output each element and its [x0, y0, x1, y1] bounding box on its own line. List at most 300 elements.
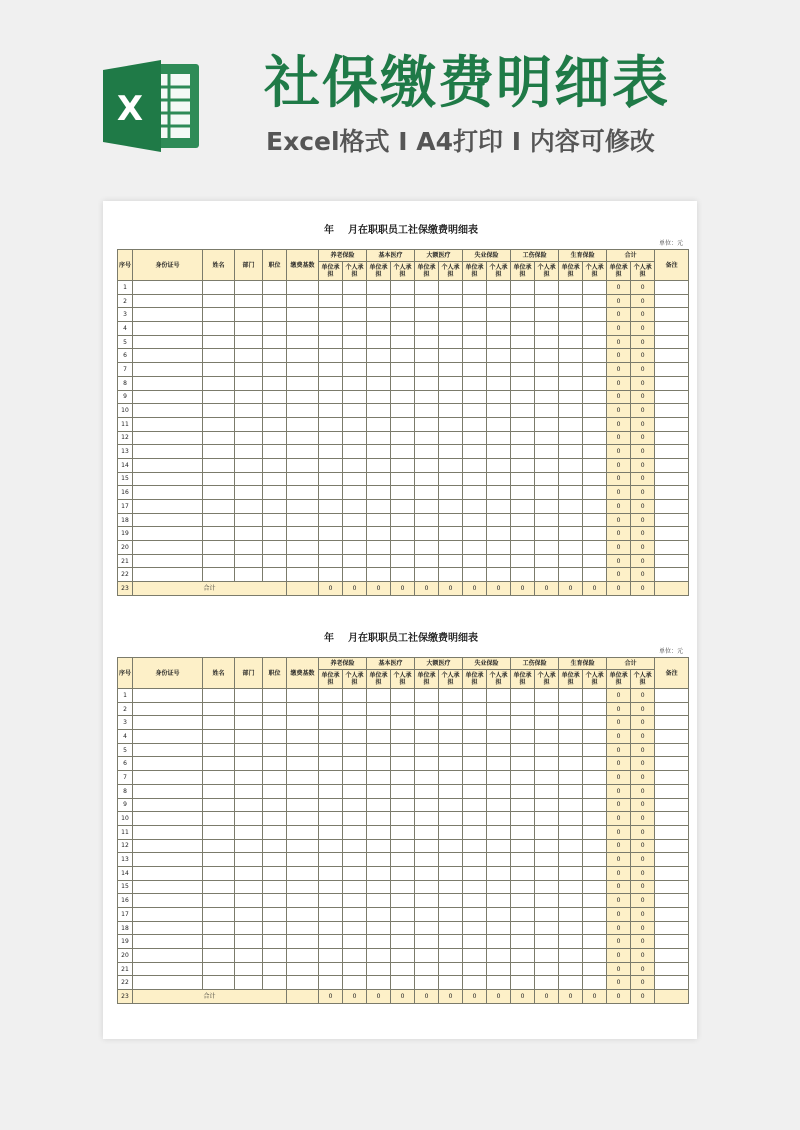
table-row: [118, 500, 689, 514]
cell: [391, 784, 415, 798]
total-label: 合计: [133, 990, 287, 1004]
cell: [559, 527, 583, 541]
cell: [203, 472, 235, 486]
cell: [415, 500, 439, 514]
remark-cell: [655, 458, 689, 472]
cell: [287, 458, 319, 472]
cell: [391, 962, 415, 976]
cell: [319, 335, 343, 349]
cell: [391, 390, 415, 404]
company-share-header: 单位承担: [415, 670, 439, 689]
cell: [319, 308, 343, 322]
cell: [235, 962, 263, 976]
remark-cell: [655, 894, 689, 908]
cell: [133, 294, 203, 308]
cell: [367, 390, 391, 404]
cell: [343, 689, 367, 703]
cell: [391, 513, 415, 527]
total-value: 0: [583, 990, 607, 1004]
col-base-header: 缴费基数: [287, 658, 319, 689]
sheet-title: 年 月在职职员工社保缴费明细表: [324, 633, 478, 644]
total-company-cell: 0: [607, 771, 631, 785]
cell: [235, 976, 263, 990]
cell: [367, 935, 391, 949]
cell: [343, 757, 367, 771]
cell: [319, 921, 343, 935]
cell: [511, 527, 535, 541]
cell: [263, 866, 287, 880]
table-row: [118, 404, 689, 418]
total-company-cell: 0: [607, 541, 631, 555]
cell: [535, 417, 559, 431]
cell: [263, 335, 287, 349]
cell: [367, 527, 391, 541]
cell: [263, 784, 287, 798]
company-share-header: 单位承担: [319, 670, 343, 689]
cell: [235, 541, 263, 555]
cell: [319, 935, 343, 949]
cell: [487, 390, 511, 404]
total-personal-cell: 0: [631, 716, 655, 730]
cell: [287, 404, 319, 418]
cell: [535, 568, 559, 582]
cell: [511, 281, 535, 295]
cell: [343, 784, 367, 798]
total-company-cell: 0: [607, 825, 631, 839]
cell: [415, 689, 439, 703]
company-share-header: 单位承担: [607, 262, 631, 281]
cell: [559, 376, 583, 390]
cell: [535, 445, 559, 459]
cell: [583, 390, 607, 404]
cell: [235, 716, 263, 730]
cell: [263, 527, 287, 541]
cell: [235, 554, 263, 568]
cell: [559, 853, 583, 867]
col-position-header: 职位: [263, 250, 287, 281]
cell: [439, 853, 463, 867]
cell: [343, 976, 367, 990]
cell: [415, 784, 439, 798]
cell: [535, 294, 559, 308]
remark-cell: [655, 582, 689, 596]
cell: [263, 757, 287, 771]
row-number: 15: [118, 880, 133, 894]
cell: [583, 935, 607, 949]
remark-cell: [655, 689, 689, 703]
cell: [511, 322, 535, 336]
table-row: [118, 730, 689, 744]
table-row: [118, 894, 689, 908]
cell: [391, 568, 415, 582]
cell: [263, 853, 287, 867]
cell: [463, 445, 487, 459]
cell: [487, 322, 511, 336]
table-row: [118, 962, 689, 976]
row-number: 23: [118, 990, 133, 1004]
cell: [463, 486, 487, 500]
cell: [235, 949, 263, 963]
cell: [439, 445, 463, 459]
cell: [463, 554, 487, 568]
cell: [203, 500, 235, 514]
cell: [463, 894, 487, 908]
cell: [203, 784, 235, 798]
table-row: [118, 743, 689, 757]
table-row: [118, 568, 689, 582]
cell: [463, 417, 487, 431]
cell: [343, 417, 367, 431]
cell: [319, 541, 343, 555]
cell: [583, 431, 607, 445]
cell: [203, 880, 235, 894]
company-share-header: 单位承担: [367, 262, 391, 281]
cell: [203, 935, 235, 949]
cell: [367, 568, 391, 582]
total-personal-cell: 0: [631, 376, 655, 390]
cell: [583, 458, 607, 472]
cell: [559, 757, 583, 771]
total-company-cell: 0: [607, 431, 631, 445]
personal-share-header: 个人承担: [439, 670, 463, 689]
remark-cell: [655, 730, 689, 744]
cell: [235, 935, 263, 949]
total-personal-cell: 0: [631, 839, 655, 853]
cell: [559, 716, 583, 730]
total-personal-cell: 0: [631, 294, 655, 308]
cell: [263, 880, 287, 894]
table-row: [118, 866, 689, 880]
cell: [263, 281, 287, 295]
cell: [343, 554, 367, 568]
personal-share-header: 个人承担: [487, 670, 511, 689]
cell: [287, 689, 319, 703]
cell: [263, 308, 287, 322]
cell: [235, 866, 263, 880]
cell: [535, 798, 559, 812]
remark-cell: [655, 527, 689, 541]
cell: [287, 880, 319, 894]
cell: [391, 716, 415, 730]
cell: [583, 486, 607, 500]
total-company-cell: 0: [607, 716, 631, 730]
cell: [391, 866, 415, 880]
total-company-cell: 0: [607, 458, 631, 472]
cell: [511, 825, 535, 839]
cell: [415, 554, 439, 568]
total-personal-cell: 0: [631, 568, 655, 582]
cell: [133, 730, 203, 744]
cell: [319, 390, 343, 404]
cell: [415, 839, 439, 853]
cell: [343, 513, 367, 527]
table-row: [118, 908, 689, 922]
col-position-header: 职位: [263, 658, 287, 689]
cell: [439, 866, 463, 880]
cell: [463, 500, 487, 514]
cell: [439, 812, 463, 826]
cell: [559, 743, 583, 757]
cell: [439, 921, 463, 935]
cell: [203, 730, 235, 744]
cell: [535, 949, 559, 963]
cell: [367, 730, 391, 744]
cell: [287, 825, 319, 839]
cell: [559, 486, 583, 500]
cell: [463, 308, 487, 322]
remark-cell: [655, 949, 689, 963]
cell: [133, 825, 203, 839]
cell: [463, 771, 487, 785]
cell: [235, 322, 263, 336]
cell: [463, 689, 487, 703]
cell: [463, 866, 487, 880]
cell: [439, 458, 463, 472]
cell: [319, 798, 343, 812]
cell: [535, 976, 559, 990]
cell: [203, 798, 235, 812]
total-value: 0: [439, 990, 463, 1004]
total-company-cell: 0: [607, 390, 631, 404]
cell: [391, 431, 415, 445]
cell: [487, 513, 511, 527]
cell: [133, 689, 203, 703]
cell: [263, 771, 287, 785]
cell: [463, 404, 487, 418]
cell: [415, 716, 439, 730]
row-number: 8: [118, 376, 133, 390]
cell: [415, 458, 439, 472]
row-number: 9: [118, 798, 133, 812]
cell: [319, 376, 343, 390]
cell: [367, 294, 391, 308]
cell: [583, 908, 607, 922]
cell: [439, 335, 463, 349]
total-company-cell: 0: [607, 743, 631, 757]
cell: [463, 335, 487, 349]
total-personal-cell: 0: [631, 458, 655, 472]
cell: [487, 949, 511, 963]
cell: [583, 294, 607, 308]
cell: [367, 962, 391, 976]
cell: [559, 513, 583, 527]
cell: [439, 880, 463, 894]
cell: [559, 771, 583, 785]
cell: [463, 949, 487, 963]
personal-share-header: 个人承担: [535, 670, 559, 689]
cell: [391, 417, 415, 431]
remark-cell: [655, 363, 689, 377]
cell: [415, 335, 439, 349]
cell: [287, 812, 319, 826]
cell: [391, 281, 415, 295]
cell: [415, 404, 439, 418]
total-company-cell: 0: [607, 527, 631, 541]
table-row: [118, 294, 689, 308]
group-header: 失业保险: [463, 658, 511, 670]
cell: [287, 349, 319, 363]
cell: [367, 431, 391, 445]
cell: [133, 853, 203, 867]
total-personal-cell: 0: [631, 335, 655, 349]
cell: [487, 281, 511, 295]
group-header: 工伤保险: [511, 250, 559, 262]
cell: [415, 568, 439, 582]
row-number: 13: [118, 445, 133, 459]
cell: [391, 894, 415, 908]
total-value: 0: [463, 582, 487, 596]
total-personal-cell: 0: [631, 527, 655, 541]
group-header: 失业保险: [463, 250, 511, 262]
cell: [559, 390, 583, 404]
cell: [583, 702, 607, 716]
cell: [235, 445, 263, 459]
cell: [287, 990, 319, 1004]
cell: [133, 757, 203, 771]
remark-cell: [655, 990, 689, 1004]
col-id-number-header: 身份证号: [133, 658, 203, 689]
cell: [391, 689, 415, 703]
row-number: 5: [118, 335, 133, 349]
cell: [133, 500, 203, 514]
cell: [511, 417, 535, 431]
cell: [391, 322, 415, 336]
remark-cell: [655, 335, 689, 349]
row-number: 19: [118, 527, 133, 541]
cell: [583, 921, 607, 935]
table-row: [118, 431, 689, 445]
cell: [203, 716, 235, 730]
cell: [319, 417, 343, 431]
cell: [463, 376, 487, 390]
cell: [263, 431, 287, 445]
cell: [511, 894, 535, 908]
total-company-cell: 0: [607, 689, 631, 703]
cell: [583, 335, 607, 349]
remark-cell: [655, 431, 689, 445]
remark-cell: [655, 390, 689, 404]
cell: [203, 743, 235, 757]
cell: [203, 363, 235, 377]
total-value: 0: [415, 582, 439, 596]
cell: [463, 568, 487, 582]
cell: [511, 853, 535, 867]
cell: [439, 541, 463, 555]
cell: [367, 486, 391, 500]
cell: [439, 513, 463, 527]
cell: [133, 322, 203, 336]
cell: [263, 976, 287, 990]
cell: [287, 921, 319, 935]
cell: [287, 582, 319, 596]
cell: [583, 472, 607, 486]
row-number: 21: [118, 962, 133, 976]
cell: [235, 743, 263, 757]
total-personal-cell: 0: [631, 322, 655, 336]
cell: [559, 798, 583, 812]
cell: [415, 798, 439, 812]
cell: [133, 527, 203, 541]
cell: [235, 349, 263, 363]
cell: [319, 784, 343, 798]
total-company-cell: 0: [607, 894, 631, 908]
cell: [343, 825, 367, 839]
cell: [487, 880, 511, 894]
cell: [287, 417, 319, 431]
table-row: [118, 458, 689, 472]
cell: [235, 798, 263, 812]
cell: [203, 962, 235, 976]
row-number: 20: [118, 949, 133, 963]
cell: [535, 757, 559, 771]
cell: [343, 921, 367, 935]
table-row: [118, 839, 689, 853]
cell: [415, 757, 439, 771]
cell: [583, 376, 607, 390]
cell: [235, 527, 263, 541]
cell: [343, 527, 367, 541]
cell: [133, 308, 203, 322]
row-number: 16: [118, 894, 133, 908]
cell: [415, 812, 439, 826]
cell: [263, 798, 287, 812]
page-title: 社保缴费明细表: [264, 51, 670, 116]
total-company-cell: 0: [607, 702, 631, 716]
cell: [133, 445, 203, 459]
cell: [583, 349, 607, 363]
cell: [367, 349, 391, 363]
cell: [487, 853, 511, 867]
cell: [343, 702, 367, 716]
cell: [511, 771, 535, 785]
cell: [439, 743, 463, 757]
sheet-2: [117, 631, 685, 1004]
total-value: 0: [367, 990, 391, 1004]
cell: [319, 486, 343, 500]
cell: [235, 281, 263, 295]
cell: [235, 363, 263, 377]
logo-letter: X: [116, 89, 144, 129]
cell: [559, 349, 583, 363]
remark-cell: [655, 486, 689, 500]
cell: [287, 798, 319, 812]
cell: [263, 445, 287, 459]
cell: [583, 771, 607, 785]
company-share-header: 单位承担: [367, 670, 391, 689]
cell: [343, 908, 367, 922]
cell: [203, 308, 235, 322]
cell: [391, 976, 415, 990]
table-row: [118, 445, 689, 459]
cell: [203, 757, 235, 771]
cell: [235, 908, 263, 922]
total-company-cell: 0: [607, 839, 631, 853]
cell: [559, 294, 583, 308]
table-row: [118, 702, 689, 716]
cell: [287, 281, 319, 295]
total-company-cell: 0: [607, 962, 631, 976]
cell: [287, 513, 319, 527]
total-personal-cell: 0: [631, 390, 655, 404]
cell: [391, 743, 415, 757]
cell: [367, 825, 391, 839]
total-personal-cell: 0: [631, 554, 655, 568]
cell: [535, 308, 559, 322]
remark-cell: [655, 908, 689, 922]
cell: [583, 363, 607, 377]
cell: [263, 376, 287, 390]
cell: [487, 500, 511, 514]
